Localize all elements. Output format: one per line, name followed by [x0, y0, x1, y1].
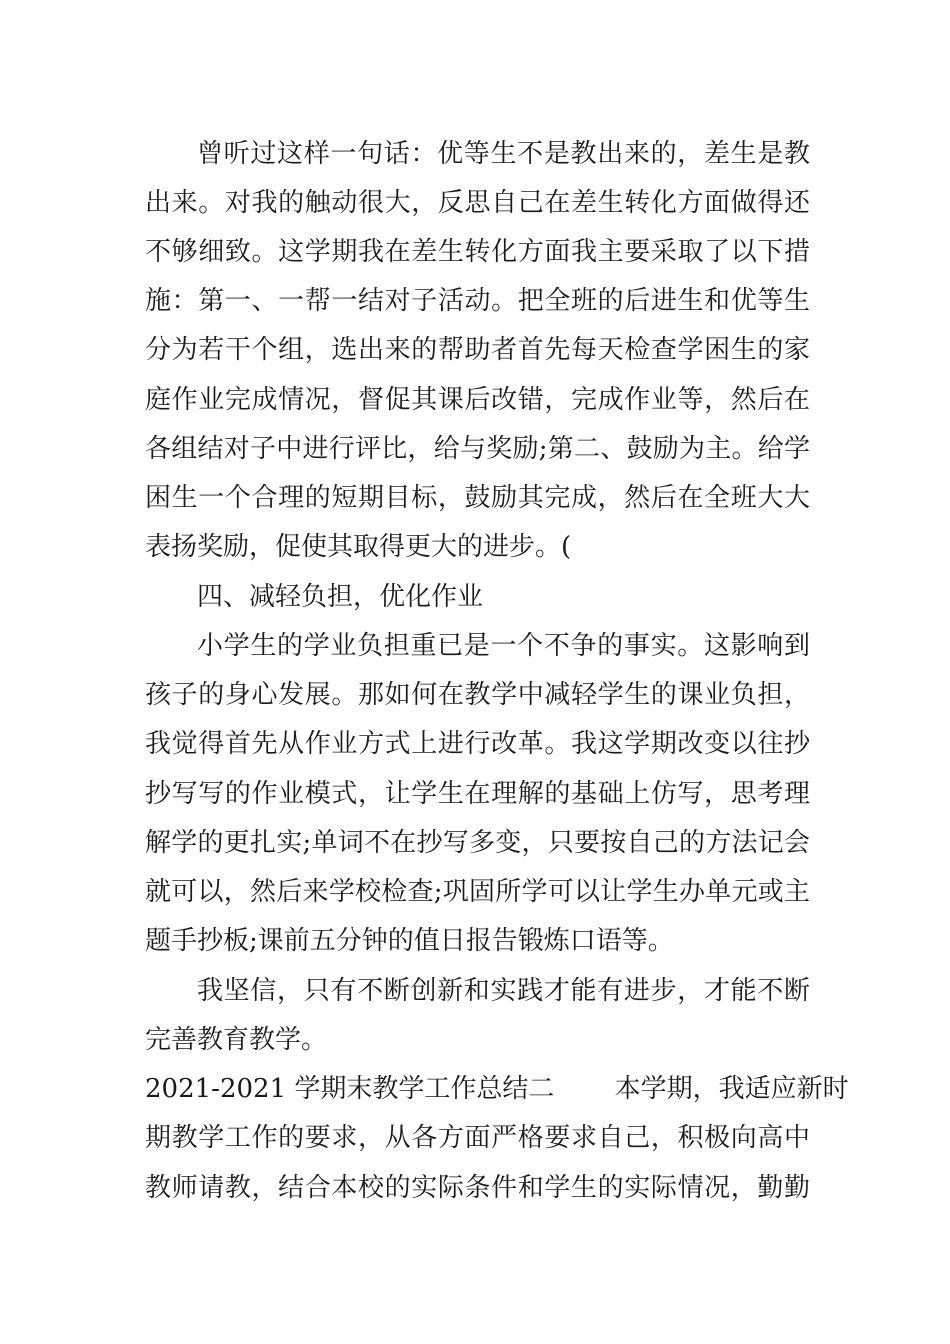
text-line: 庭作业完成情况，督促其课后改错，完成作业等，然后在 [145, 385, 810, 415]
text-line: 我觉得首先从作业方式上进行改革。我这学期改变以往抄 [145, 729, 810, 759]
text-line: 我坚信，只有不断创新和实践才能有进步，才能不断 [197, 976, 810, 1006]
section-heading: 四、减轻负担，优化作业 [197, 582, 484, 612]
text-line: 曾听过这样一句话：优等生不是教出来的，差生是教 [197, 139, 810, 169]
text-line: 题手抄板;课前五分钟的值日报告锻炼口语等。 [145, 926, 674, 956]
text-line: 孩子的身心发展。那如何在教学中减轻学生的课业负担， [145, 680, 810, 710]
text-line: 各组结对子中进行评比，给与奖励;第二、鼓励为主。给学 [145, 434, 810, 464]
text-line: 期教学工作的要求，从各方面严格要求自己，积极向高中 [145, 1123, 810, 1153]
text-line: 不够细致。这学期我在差生转化方面我主要采取了以下措 [145, 237, 810, 267]
text-line: 小学生的学业负担重已是一个不争的事实。这影响到 [197, 631, 810, 661]
text-line: 教师请教，结合本校的实际条件和学生的实际情况，勤勤 [145, 1173, 810, 1203]
text-line: 出来。对我的触动很大，反思自己在差生转化方面做得还 [145, 188, 810, 218]
text-line: 表扬奖励，促使其取得更大的进步。( [145, 532, 572, 562]
text-line: 完善教育教学。 [145, 1025, 328, 1055]
text-line: 困生一个合理的短期目标，鼓励其完成，然后在全班大大 [145, 483, 810, 513]
text-line: 分为若干个组，选出来的帮助者首先每天检查学困生的家 [145, 335, 810, 365]
text-line: 就可以，然后来学校检查;巩固所学可以让学生办单元或主 [145, 877, 810, 907]
text-line: 解学的更扎实;单词不在抄写多变，只要按自己的方法记会 [145, 828, 810, 858]
text-line: 抄写写的作业模式，让学生在理解的基础上仿写，思考理 [145, 779, 810, 809]
text-line: 2021-2021 学期末教学工作总结二 本学期，我适应新时 [145, 1074, 849, 1104]
text-line: 施：第一、一帮一结对子活动。把全班的后进生和优等生 [145, 286, 810, 316]
